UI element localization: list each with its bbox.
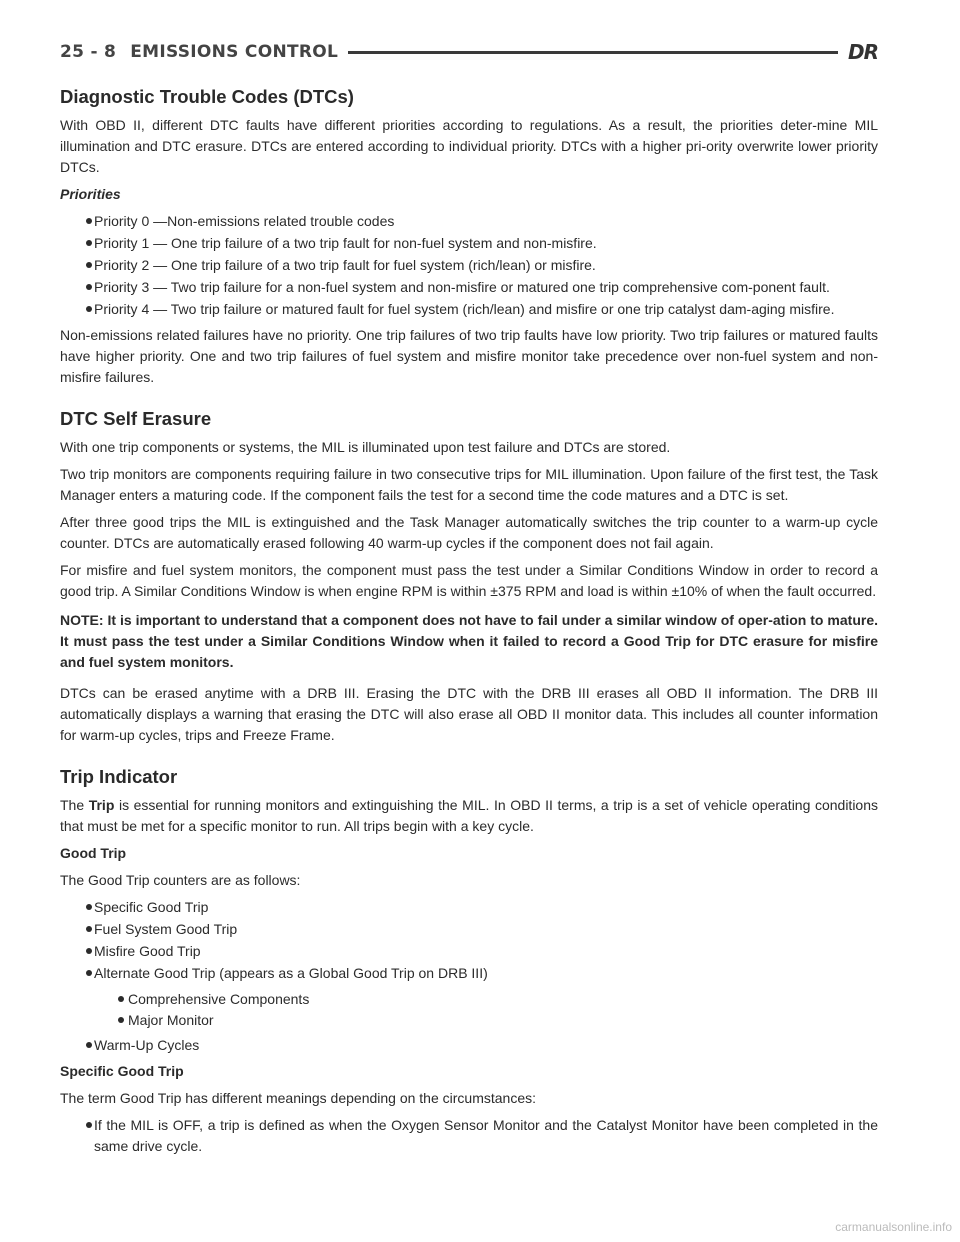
self-erasure-p4: For misfire and fuel system monitors, the component must pass the test under a Similar Conditions Window in order to record a good trip. A Similar Conditions Window is when engine RPM is within ±375 RPM and load is within ±10% of when the fault occurred. xyxy=(60,562,878,599)
bullet-icon xyxy=(86,306,92,312)
self-erasure-p1: With one trip components or systems, the MIL is illuminated upon test failure and DTCs are stored. xyxy=(60,439,671,455)
list-item: Warm-Up Cycles xyxy=(60,1035,878,1056)
good-trip-counters xyxy=(60,897,878,984)
list-item: If the MIL is OFF, a trip is defined as when the Oxygen Sensor Monitor and the Catalyst Monitor have been completed in the same drive cycle. xyxy=(60,1115,878,1157)
watermark: carmanualsonline.info xyxy=(835,1220,952,1234)
dr-logo: DR xyxy=(847,40,878,64)
specific-intro: The term Good Trip has different meanings depending on the circumstances: xyxy=(60,1090,537,1106)
alternate-sub-list xyxy=(60,989,878,1030)
good-trip-intro: The Good Trip counters are as follows: xyxy=(60,872,301,888)
self-erasure-heading: DTC Self Erasure xyxy=(60,408,212,429)
list-item: Alternate Good Trip (appears as a Global Good Trip on DRB III) xyxy=(60,963,878,984)
trip-p1: The Trip is essential for running monitors and extinguishing the MIL. In OBD II terms, a trip is a set of vehicle operating conditions that must be met for a specific monitor to run. All trips begin with a key cycle. xyxy=(60,797,878,834)
bullet-icon xyxy=(86,240,92,246)
self-erasure-p3: After three good trips the MIL is extinguished and the Task Manager automatically switches the trip counter to a warm-up cycle counter. DTCs are automatically erased following 40 warm-up cycles if the component does not fail again. xyxy=(60,514,878,551)
good-trip-label: Good Trip xyxy=(60,845,127,861)
bullet-icon xyxy=(86,284,92,290)
self-erasure-p2: Two trip monitors are components requiring failure in two consecutive trips for MIL illumination. Upon failure of the first test, the Task Manager enters a maturing code. If the component fails the test for a second time the code matures and a DTC is set. xyxy=(60,466,878,503)
bullet-icon xyxy=(118,1017,124,1023)
priorities-label: Priorities xyxy=(60,186,121,202)
list-item: Priority 2 — One trip failure of a two trip fault for fuel system (rich/lean) or misfire. xyxy=(60,255,878,276)
bullet-icon xyxy=(86,970,92,976)
header-rule xyxy=(348,51,838,54)
bullet-icon xyxy=(118,996,124,1002)
list-item: Priority 3 — Two trip failure for a non-fuel system and non-misfire or matured one trip comprehensive com-ponent fault. xyxy=(60,277,878,298)
self-erasure-p5: DTCs can be erased anytime with a DRB III. Erasing the DTC with the DRB III erases all OBD II information. The DRB III automatically displays a warning that erasing the DTC will also erase all OBD II monitor data. This includes all counter information for warm-up cycles, trips and Freeze Frame. xyxy=(60,685,878,743)
list-item: Misfire Good Trip xyxy=(60,941,878,962)
section-title: EMISSIONS CONTROL xyxy=(130,42,339,62)
list-item: Specific Good Trip xyxy=(60,897,878,918)
list-item: Fuel System Good Trip xyxy=(60,919,878,940)
manual-page xyxy=(60,38,878,1162)
last-counter-list xyxy=(60,1035,878,1056)
trip-term: Trip xyxy=(88,797,115,813)
bullet-icon xyxy=(86,262,92,268)
specific-good-trip-label: Specific Good Trip xyxy=(60,1063,184,1079)
bullet-icon xyxy=(86,926,92,932)
trip-heading: Trip Indicator xyxy=(60,766,178,787)
bullet-icon xyxy=(86,904,92,910)
dtc-heading: Diagnostic Trouble Codes (DTCs) xyxy=(60,86,354,107)
bullet-icon xyxy=(86,218,92,224)
list-item: Priority 4 — Two trip failure or matured fault for fuel system (rich/lean) and misfire or one trip catalyst dam-aging misfire. xyxy=(60,299,878,320)
priorities-list xyxy=(60,211,878,320)
page-header xyxy=(60,38,878,66)
note: NOTE: It is important to understand that a component does not have to fail under a similar window of oper-ation to mature. It must pass the test under a Similar Conditions Window when it failed to record a Good Trip for DTC erasure for misfire and fuel system monitors. xyxy=(60,612,878,670)
bullet-icon xyxy=(86,1122,92,1128)
specific-list xyxy=(60,1115,878,1157)
list-item: Priority 0 —Non-emissions related trouble codes xyxy=(60,211,878,232)
list-item: Comprehensive Components xyxy=(60,989,878,1009)
bullet-icon xyxy=(86,1042,92,1048)
dtc-intro: With OBD II, different DTC faults have different priorities according to regulations. As a result, the priorities deter-mine MIL illumination and DTC erasure. DTCs are entered according to individual priority. DTCs with a higher pri-ority overwrite lower priority DTCs. xyxy=(60,117,878,175)
page-number: 25 - 8 xyxy=(60,42,117,62)
bullet-icon xyxy=(86,948,92,954)
list-item: Priority 1 — One trip failure of a two trip fault for non-fuel system and non-misfire. xyxy=(60,233,878,254)
dtc-closing: Non-emissions related failures have no priority. One trip failures of two trip faults have low priority. Two trip failures or matured faults have higher priority. One and two trip failures of fuel system and misfire monitor take precedence over non-fuel system and non-misfire failures. xyxy=(60,327,878,385)
list-item: Major Monitor xyxy=(60,1010,878,1030)
